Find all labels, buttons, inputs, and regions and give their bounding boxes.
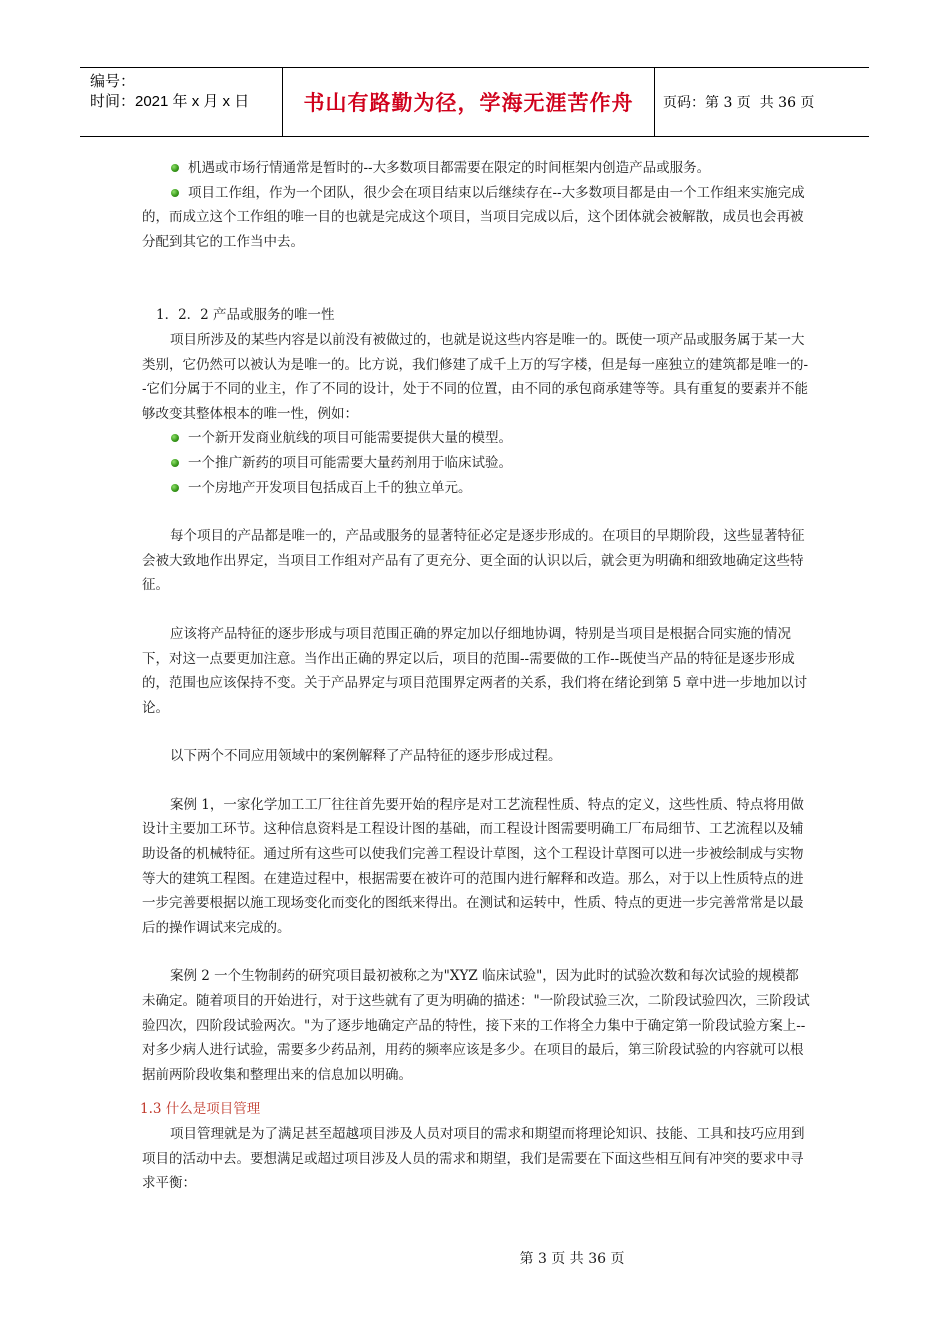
paragraph-cases-intro: 以下两个不同应用领域中的案例解释了产品特征的逐步形成过程。 bbox=[170, 748, 562, 765]
green-bullet-icon bbox=[171, 189, 179, 197]
bullet-item: 一个房地产开发项目包括成百上千的独立单元。 bbox=[142, 476, 810, 501]
header-meta bbox=[80, 68, 282, 136]
bullet-item: 机遇或市场行情通常是暂时的--大多数项目都需要在限定的时间框架内创造产品或服务。 bbox=[142, 156, 810, 181]
bullet-item: 一个新开发商业航线的项目可能需要提供大量的模型。 bbox=[142, 426, 810, 451]
paragraph-scope: 应该将产品特征的逐步形成与项目范围正确的界定加以仔细地协调，特别是当项目是根据合同实施的情况下，对这一点要更加注意。当作出正确的界定以后，项目的范围--需要做的工作--既使当产品的特征是逐步形成的，范围也应该保持不变。关于产品界定与项目范围界定两者的关系，我们将在绪论到第 5 章中进一步地加以讨论。 bbox=[142, 625, 808, 716]
paragraph-case-1: 案例 1，一家化学加工工厂往往首先要开始的程序是对工艺流程性质、特点的定义，这些性质、特点将用做设计主要加工环节。这种信息资料是工程设计图的基础，而工程设计图需要明确工厂布局细节、工艺流程以及辅助设备的机械特征。通过所有这些可以使我们完善工程设计草图，这个工程设计草图可以进一步被绘制成与实物等大的建筑工程图。在建造过程中，根据需要在被许可的范围内进行解释和改造。那么，对于以上性质特点的进一步完善要根据以施工现场变化而变化的图纸来得出。在测试和运转中，性质、特点的更进一步完善常常是以最后的操作调试来完成的。 bbox=[142, 796, 804, 936]
section-heading-1-2-2: 1．2．2 产品或服务的唯一性 bbox=[156, 307, 335, 324]
paragraph-gradual: 每个项目的产品都是唯一的，产品或服务的显著特征必定是逐步形成的。在项目的早期阶段，这些显著特征会被大致地作出界定，当项目工作组对产品有了更充分、更全面的认识以后，就会更为明确和细致地确定这些特征。 bbox=[142, 528, 805, 594]
header-page-label: 页码：第 3 页 共 36 页 bbox=[663, 95, 815, 111]
page-header bbox=[80, 67, 869, 137]
header-motto: 书山有路勤为径，学海无涯苦作舟 bbox=[282, 68, 655, 136]
paragraph-uniqueness: 项目所涉及的某些内容是以前没有被做过的，也就是说这些内容是唯一的。既使一项产品或服务属于某一大类别，它仍然可以被认为是唯一的。比方说，我们修建了成千上万的写字楼，但是每一座独立的建筑都是唯一的--它们分属于不同的业主，作了不同的设计，处于不同的位置，由不同的承包商承建等等。具有重复的要素并不能够改变其整体根本的唯一性，例如： bbox=[142, 331, 809, 422]
section-heading-1-3: 1.3 什么是项目管理 bbox=[140, 1101, 261, 1118]
green-bullet-icon bbox=[171, 164, 179, 172]
green-bullet-icon bbox=[171, 459, 179, 467]
green-bullet-icon bbox=[171, 484, 179, 492]
document-body bbox=[142, 156, 810, 1196]
page-footer: 第 3 页 共 36 页 bbox=[519, 1251, 625, 1267]
paragraph-project-management: 项目管理就是为了满足甚至超越项目涉及人员对项目的需求和期望而将理论知识、技能、工具和技巧应用到项目的活动中去。要想满足或超过项目涉及人员的需求和期望，我们是需要在下面这些相互间有冲突的要求中寻求平衡： bbox=[142, 1126, 805, 1192]
bullet-item: 一个推广新药的项目可能需要大量药剂用于临床试验。 bbox=[142, 451, 810, 476]
bullet-item: 项目工作组，作为一个团队，很少会在项目结束以后继续存在--大多数项目都是由一个工作组来实施完成的，而成立这个工作组的唯一目的也就是完成这个项目，当项目完成以后，这个团体就会被解散，成员也会再被分配到其它的工作当中去。 bbox=[142, 184, 805, 250]
header-page-number bbox=[655, 68, 869, 136]
paragraph-case-2: 案例 2 一个生物制药的研究项目最初被称之为"XYZ 临床试验"，因为此时的试验次数和每次试验的规模都未确定。随着项目的开始进行，对于这些就有了更为明确的描述："一阶段试验三次，二阶段试验四次，三阶段试验四次，四阶段试验两次。"为了逐步地确定产品的特性，接下来的工作将全力集中于确定第一阶段试验方案上--对多少病人进行试验，需要多少药品剂，用药的频率应该是多少。在项目的最后，第三阶段试验的内容就可以根据前两阶段收集和整理出来的信息加以明确。 bbox=[142, 968, 810, 1083]
document-time-label: 时间：2021 年 x 月 x 日 bbox=[90, 93, 250, 110]
document-number-label: 编号： bbox=[90, 73, 136, 90]
